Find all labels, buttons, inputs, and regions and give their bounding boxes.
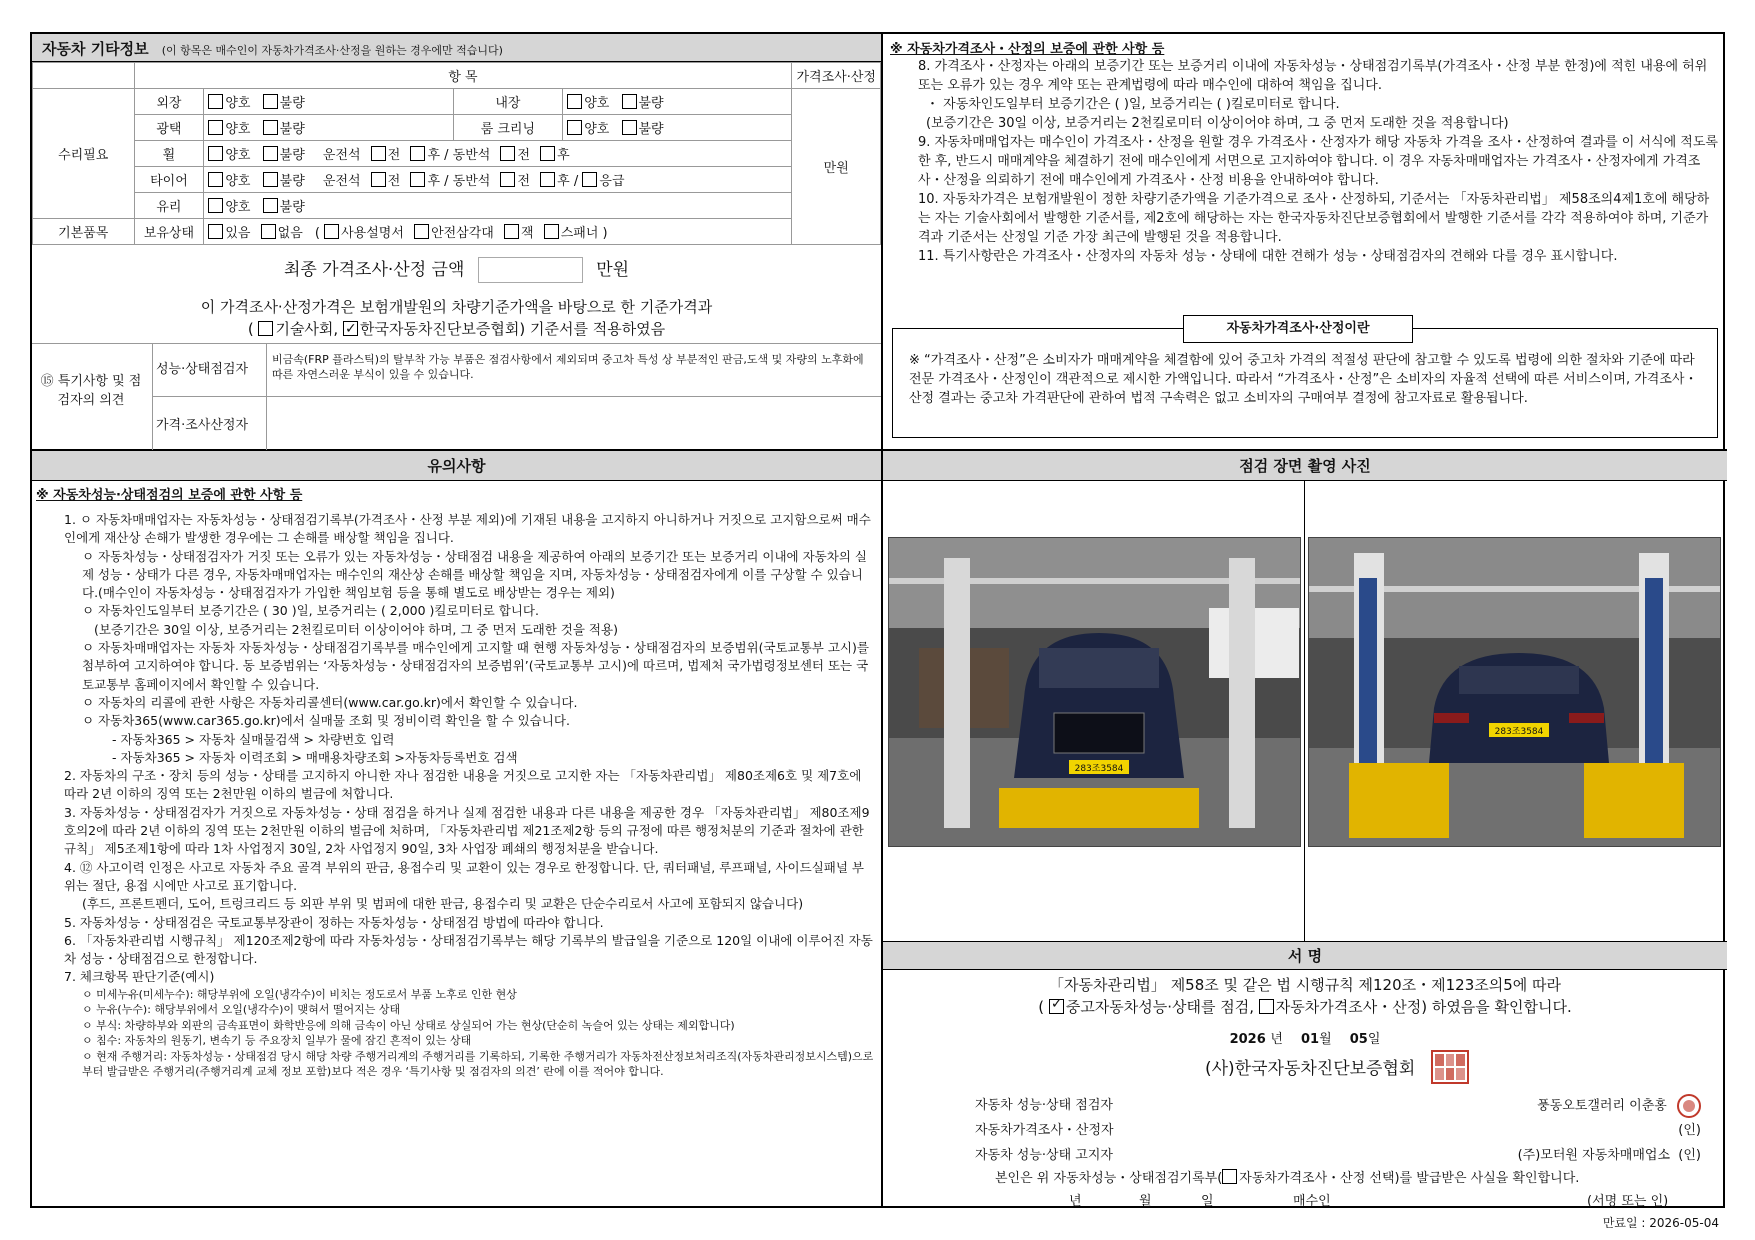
tire-bad-checkbox[interactable] — [263, 172, 278, 187]
row-room-clean: 룸 크리닝 — [453, 115, 563, 141]
tire-good-checkbox[interactable] — [208, 172, 223, 187]
appraiser-label: 가격·조사산정자 — [156, 418, 249, 433]
confirm-line: ( ✓중고자동차성능·상태를 점검, 자동차가격조사・산정) 하였음을 확인합니다. — [883, 996, 1727, 1017]
wheel-good-checkbox[interactable] — [208, 146, 223, 161]
price-header: 가격조사·산정 — [792, 63, 881, 89]
issue-date: 2026 년 01월 05일 — [1229, 1032, 1381, 1047]
repair-label: 수리필요 — [33, 89, 135, 219]
spanner-checkbox[interactable] — [544, 224, 559, 239]
options-subtitle: (이 항목은 매수인이 자동차가격조사·산정을 원하는 경우에만 적습니다) — [161, 44, 503, 57]
final-price-row: 최종 가격조사·산정 금액 만원 — [32, 252, 881, 288]
notes-section: ※ 자동차성능·상태점검의 보증에 관한 사항 등 1. ㅇ 자동차매매업자는 자동차성능・상태점검기록부(가격조사・산정 부분 제외)에 기재된 내용을 고지하지 아니하거나 거짓으로 고지함으로써 매수인에게 재산상 손해가 발생한 경우에는 그 손해를 배상할 책임을 집니다. ㅇ 자동차성능・상태점검자가 거짓 또는 오류가 있는 자동차성능・상태점검 내용을 제공하여 아래의 보증기간 또는 보증거리 이내에 자동차의 실제 성능・상태가 다른 경우, 자동차매매업자는 매수인의 재산상 손해를 배상할 책임을 지며, 자동차성능・상태점검자에게 이를 구상할 수 있습니다.(매수인이 자동차성능・상태점검자가 가입한 책임보험 등을 통해 별도로 배상받는 경우는 제외) ㅇ 자동차인도일부터 보증기간은 ( 30 )일, 보증거리는 ( 2,000 )킬로미터로 합니다. (보증기간은 30일 이상, 보증거리는 2천킬로미터 이상이어야 하며, 그 중 먼저 도래한 것을 적용) ㅇ 자동차매매업자는 자동차 자동차성능・상태점검기록부를 매수인에게 고지할 때 현행 자동차성능・상태점검자의 보증범위(국토교통부 고시)를 첨부하여 고지하여야 합니다. 동 보증범위는 ‘자동차성능・상태점검자의 보증범위’(국토교통부 고시)에 따르며, 법제처 국가법령정보센터 또는 국토교통부 홈페이지에서 확인할 수 있습니다. ㅇ 자동차의 리콜에 관한 사항은 자동차리콜센터(www.car.go.kr)에서 확인할 수 있습니다. ㅇ 자동차365(www.car365.go.kr)에서 실매물 조회 및 정비이력 확인을 할 수 있습니다. - 자동차365 > 자동차 실매물검색 > 차량번호 입력 - 자동차365 > 자동차 이력조회 > 매매용차량조회 >자동차등록번호 검색 2. 자동차의 구조・장치 등의 성능・상태를 고지하지 아니한 자나 점검한 내용을 거짓으로 고지한 자는 「자동차관리법」 제80조제6호 및 제7호에 따라 2년 이하의 징역 또는 2천만원 이하의 벌금에 처합니다. 3. 자동차성능・상태점검자가 거짓으로 자동차성능・상태 점검을 하거나 실제 점검한 내용과 다른 내용을 제공한 경우 「자동차관리법」 제80조제9호의2에 따라 2년 이하의 징역 또는 2천만원 이하의 벌금에 처하며, 「자동차관리법 제21조제2항 등의 규정에 따른 행정처분의 기준과 절차에 관한 규칙」 제5조제1항에 따라 1차 사업정지 30일, 2차 사업정지 90일, 3차 사업장 폐쇄의 행정처분을 받습니다. 4. ⑫ 사고이력 인정은 사고로 자동차 주요 골격 부위의 판금, 용접수리 및 교환이 있는 경우로 한정합니다. 단, 쿼터패널, 루프패널, 사이드실패널 부위는 절단, 용접 시에만 사고로 표기합니다. (후드, 프론트펜더, 도어, 트렁크리드 등 외판 부위 및 범퍼에 대한 판금, 용접수리 및 교환은 단순수리로서 사고에 포함되지 않습니다) 5. 자동차성능・상태점검은 국토교통부장관이 정하는 자동차성능・상태점검 방법에 따라야 합니다. 6. 「자동차관리법 시행규칙」 제120조제2항에 따라 자동차성능・상태점검기록부는 해당 기록부의 발급일을 기준으로 120일 이내에 이루어진 자동차 성능・상태점검으로 한정합니다. 7. 체크항목 판단기준(예시) ㅇ 미세누유(미세누수): 해당부위에 오일(냉각수)이 비치는 정도로서 부품 노후로 인한 현상 ㅇ 누유(누수): 해당부위에서 오일(냉각수)이 맺혀서 떨어지는 상태 ㅇ 부식: 차량하부와 외판의 금속표면이 화학반응에 의해 금속이 아닌 상태로 상실되어 가는 현상(단순히 녹슬어 있는 상태는 제외합니다) ㅇ 침수: 자동차의 원동기, 변속기 등 주요장치 일부가 물에 잠긴 흔적이 있는 상태 ㅇ 현재 주행거리: 자동차성능・상태점검 당시 해당 차량 주행거리계의 주행거리를 기록하되, 기록한 주행거리가 자동차전산정보처리조직(자동차관리정보시스템)으로부터 발급받은 주행거리(주행거리계 교체 정보 포함)보다 적은 경우 ‘특기사항 및 점검자의 의견’ 란에 이를 적어야 합니다. — [36, 484, 874, 1080]
law-line: 「자동차관리법」 제58조 및 같은 법 시행규칙 제120조・제123조의5에 따라 — [1048, 976, 1562, 994]
gloss-good-checkbox[interactable] — [208, 120, 223, 135]
basis-text: 이 가격조사·산정가격은 보험개발원의 차량기준가액을 바탕으로 한 기준가격과 ( 기술사회, ✓ 한국자동차진단보증협회) 기준서를 적용하였음 — [32, 296, 881, 340]
none-checkbox[interactable] — [261, 224, 276, 239]
notes-band: 유의사항 — [32, 451, 881, 481]
room-good-checkbox[interactable] — [567, 120, 582, 135]
item-header: 항 목 — [134, 63, 792, 89]
price-definition-title: 자동차가격조사·산정이란 — [1183, 315, 1413, 343]
room-bad-checkbox[interactable] — [622, 120, 637, 135]
rear-car-image — [1309, 538, 1721, 847]
tech-society-checkbox[interactable] — [258, 321, 273, 336]
tire-driver-front-checkbox[interactable] — [371, 172, 386, 187]
front-plate: 283조3584 — [1074, 764, 1124, 774]
price-unit: 만원 — [792, 89, 881, 245]
wheel-pass-front-checkbox[interactable] — [500, 146, 515, 161]
row-wheel: 휠 — [134, 141, 204, 167]
manual-checkbox[interactable] — [324, 224, 339, 239]
row-tire: 타이어 — [134, 167, 204, 193]
row-interior: 내장 — [453, 89, 563, 115]
row-glass: 유리 — [134, 193, 204, 219]
buyer-sign-row: 년 월 일 매수인 (서명 또는 인) — [1069, 1194, 1669, 1209]
row-gloss: 광택 — [134, 115, 204, 141]
special-notes-box — [32, 343, 881, 449]
rear-plate: 283조3584 — [1494, 727, 1544, 737]
exterior-good-checkbox[interactable] — [208, 94, 223, 109]
tire-emergency-checkbox[interactable] — [582, 172, 597, 187]
front-car-image — [889, 538, 1301, 847]
association-name: (사)한국자동차진단보증협회 — [1205, 1059, 1416, 1079]
price-definition-text: ※ “가격조사・산정”은 소비자가 매매계약을 체결함에 있어 중고차 가격의 적절성 판단에 참고할 수 있도록 법령에 의한 절차와 기준에 따라 전문 가격조사・산정인이 객관적으로 제시한 가액입니다. 따라서 “가격조사・산정”은 소비자의 자율적 선택에 따른 서비스이며, 가격조사・산정 결과는 중고차 가격판단에 관하여 법적 구속력은 없고 소비자의 구매여부 결정에 참고자료로 활용됩니다. — [909, 353, 1698, 406]
gloss-bad-checkbox[interactable] — [263, 120, 278, 135]
tire-driver-rear-checkbox[interactable] — [410, 172, 425, 187]
final-price-input[interactable] — [478, 257, 583, 283]
expiry-date: 만료일 : 2026-05-04 — [1602, 1216, 1719, 1230]
glass-bad-checkbox[interactable] — [263, 198, 278, 213]
notes-title: ※ 자동차성능·상태점검의 보증에 관한 사항 등 — [36, 488, 303, 503]
signature-section: 「자동차관리법」 제58조 및 같은 법 시행규칙 제120조・제123조의5에 따라 ( ✓중고자동차성능·상태를 점검, 자동차가격조사・산정) 하였음을 확인합니다. 2026 년 01월 05일 (사)한국자동차진단보증협회 자동차 성능·상태 점검자 풍동오토갤러리 이춘홍 자동차가격조사・산정자 (인) 자동차 성능·상태 고지자 (주)모터원 자동차매매업소 (인) 본인은 위 자동차성능・상태점검기록부( 자동차가격조사・산정 선택)를 발급받은 사실을 확인합니다. 년 월 일 매수인 (서명 또는 인) 만료일 : 2026-05-04 — [883, 974, 1727, 1210]
basic-label: 기본품목 — [33, 219, 135, 245]
row-owned: 보유상태 — [134, 219, 204, 245]
rear-photo — [1308, 537, 1721, 847]
interior-checks: 양호 불량 — [563, 89, 792, 115]
have-checkbox[interactable] — [208, 224, 223, 239]
price-definition-box — [892, 321, 1718, 438]
used-car-check-checkbox[interactable] — [1049, 999, 1064, 1014]
wheel-pass-rear-checkbox[interactable] — [540, 146, 555, 161]
wheel-bad-checkbox[interactable] — [263, 146, 278, 161]
inspector-note: 비금속(FRP 플라스틱)의 탈부착 가능 부품은 점검사항에서 제외되며 중고차 특성 상 부분적인 판금,도색 및 자량의 노후화에 따른 자연스러운 부식이 있을 수 있습니다. — [272, 353, 864, 381]
sig-row-notifier: 자동차 성능·상태 고지자 — [975, 1148, 1113, 1163]
interior-good-checkbox[interactable] — [567, 94, 582, 109]
front-photo — [888, 537, 1301, 847]
guarantee-title: ※ 자동차가격조사・산정의 보증에 관한 사항 등 — [890, 42, 1165, 57]
tire-pass-front-checkbox[interactable] — [500, 172, 515, 187]
buyer-price-checkbox[interactable] — [1222, 1169, 1237, 1184]
glass-good-checkbox[interactable] — [208, 198, 223, 213]
tire-pass-rear-checkbox[interactable] — [540, 172, 555, 187]
inspection-sheet — [30, 32, 1725, 1230]
options-title: 자동차 기타정보 — [42, 40, 149, 58]
wheel-driver-rear-checkbox[interactable] — [410, 146, 425, 161]
jack-checkbox[interactable] — [504, 224, 519, 239]
triangle-checkbox[interactable] — [414, 224, 429, 239]
photos-band: 점검 장면 촬영 사진 — [883, 451, 1727, 481]
price-check-checkbox[interactable] — [1259, 999, 1274, 1014]
kadia-checkbox[interactable] — [343, 321, 358, 336]
special-label: ⑮ 특기사항 및 점검자의 의견 — [40, 374, 142, 408]
options-table: 항 목 가격조사·산정 수리필요 외장 양호 불량 내장 양호 불량 만원 광택 양호 불량 룸 크리닝 양호 불량 휠 양호 불량 운전석 전 후 / 동반석 전 후 타이어 양호 불량 운전석 전 후 / 동반석 전 후 / 응급 유리 양호 불량 기본품목 보유상태 있음 없음 ( 사용설명서 안전삼각대 잭 스패너 ) — [32, 62, 881, 245]
options-header — [32, 34, 881, 62]
exterior-checks: 양호 불량 — [204, 89, 453, 115]
exterior-bad-checkbox[interactable] — [263, 94, 278, 109]
sig-row-appraiser: 자동차가격조사・산정자 — [975, 1123, 1114, 1138]
row-exterior: 외장 — [134, 89, 204, 115]
inspector-seal — [1677, 1094, 1701, 1118]
inspector-label: 성능·상태점검자 — [156, 362, 249, 377]
buyer-confirm: 본인은 위 자동차성능・상태점검기록부( 자동차가격조사・산정 선택)를 발급받은 사실을 확인합니다. — [995, 1171, 1580, 1186]
guarantee-section: ※ 자동차가격조사・산정의 보증에 관한 사항 등 8. 가격조사・산정자는 아래의 보증기간 또는 보증거리 이내에 자동차성능・상태점검기록부(가격조사・산정 부분 한정)에 적힌 내용에 허위 또는 오류가 있는 경우 계약 또는 관계법령에 따라 매수인에 대하여 책임을 집니다. ・ 자동차인도일부터 보증기간은 ( )일, 보증거리는 ( )킬로미터로 합니다. (보증기간은 30일 이상, 보증거리는 2천킬로미터 이상이어야 하며, 그 중 먼저 도래한 것을 적용합니다) 9. 자동차매매업자는 매수인이 가격조사・산정을 원할 경우 가격조사・산정자가 해당 자동차 가격을 조사・산정하여 결과를 이 서식에 적도록 한 후, 반드시 매매계약을 체결하기 전에 매수인에게 서면으로 고지하여야 합니다. 이 경우 자동차매매업자는 가격조사・산정자에게 가격조사・산정을 의뢰하기 전에 매수인에게 가격조사・산정 비용을 안내하여야 합니다. 10. 자동차가격은 보험개발원이 정한 차량기준가액을 기준가격으로 조사・산정하되, 기준서는 「자동차관리법」 제58조의4제1호에 해당하는 자는 기술사회에서 발행한 기준서를, 제2호에 해당하는 자는 한국자동차진단보증협회에서 발행한 기준서를 각각 적용하여야 하며, 기준가격과 기준서는 산정일 기준 가장 최근에 발행된 것을 적용합니다. 11. 특기사항란은 가격조사・산정자의 자동차 성능・상태에 대한 견해가 성능・상태점검자의 견해와 다를 경우 표시합니다. — [890, 38, 1720, 266]
wheel-driver-front-checkbox[interactable] — [371, 146, 386, 161]
sig-row-inspector: 자동차 성능·상태 점검자 — [975, 1098, 1113, 1113]
interior-bad-checkbox[interactable] — [622, 94, 637, 109]
association-seal — [1431, 1050, 1469, 1084]
signature-band: 서 명 — [883, 942, 1727, 970]
